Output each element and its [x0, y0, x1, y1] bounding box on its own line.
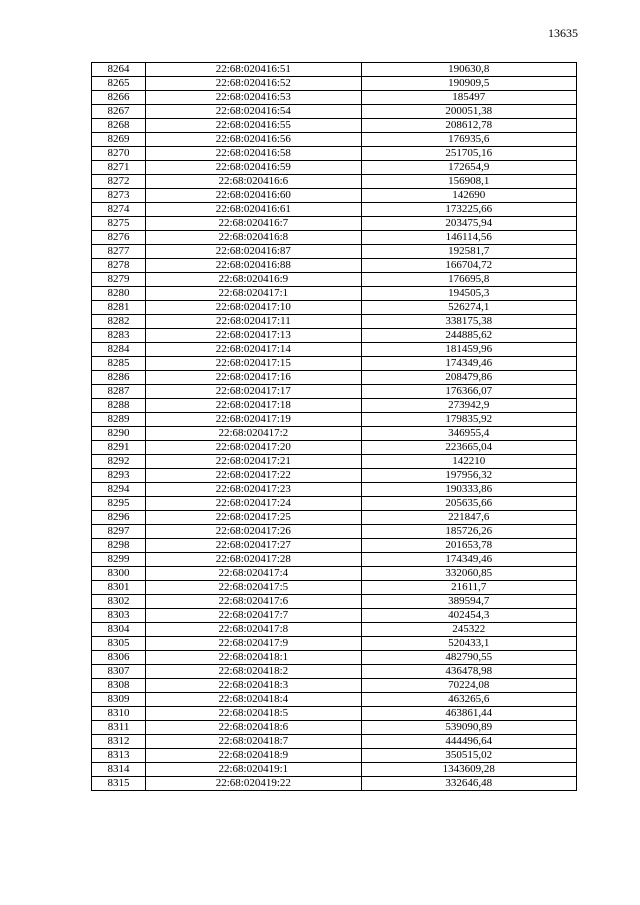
row-number-cell: 8265	[92, 77, 146, 91]
row-number-cell: 8302	[92, 595, 146, 609]
cadastral-number-cell: 22:68:020419:1	[146, 763, 361, 777]
table-row	[92, 553, 577, 567]
cadastral-number-cell: 22:68:020417:14	[146, 343, 361, 357]
row-number-cell: 8308	[92, 679, 146, 693]
row-number-cell: 8287	[92, 385, 146, 399]
row-number-cell: 8304	[92, 623, 146, 637]
value-cell: 389594,7	[361, 595, 576, 609]
row-number-cell: 8295	[92, 497, 146, 511]
value-cell: 21611,7	[361, 581, 576, 595]
table-row	[92, 441, 577, 455]
row-number-cell: 8286	[92, 371, 146, 385]
value-cell: 70224,08	[361, 679, 576, 693]
table-row	[92, 217, 577, 231]
row-number-cell: 8314	[92, 763, 146, 777]
cadastral-number-cell: 22:68:020416:53	[146, 91, 361, 105]
value-cell: 1343609,28	[361, 763, 576, 777]
table-row	[92, 525, 577, 539]
table-row	[92, 357, 577, 371]
row-number-cell: 8289	[92, 413, 146, 427]
cadastral-number-cell: 22:68:020417:23	[146, 483, 361, 497]
table-row	[92, 105, 577, 119]
value-cell: 166704,72	[361, 259, 576, 273]
row-number-cell: 8284	[92, 343, 146, 357]
value-cell: 463265,6	[361, 693, 576, 707]
table-row	[92, 133, 577, 147]
value-cell: 245322	[361, 623, 576, 637]
value-cell: 436478,98	[361, 665, 576, 679]
row-number-cell: 8310	[92, 707, 146, 721]
table-row	[92, 511, 577, 525]
row-number-cell: 8272	[92, 175, 146, 189]
table-row	[92, 147, 577, 161]
row-number-cell: 8298	[92, 539, 146, 553]
value-cell: 185497	[361, 91, 576, 105]
row-number-cell: 8281	[92, 301, 146, 315]
row-number-cell: 8278	[92, 259, 146, 273]
row-number-cell: 8280	[92, 287, 146, 301]
value-cell: 172654,9	[361, 161, 576, 175]
cadastral-number-cell: 22:68:020416:88	[146, 259, 361, 273]
value-cell: 273942,9	[361, 399, 576, 413]
row-number-cell: 8294	[92, 483, 146, 497]
cadastral-number-cell: 22:68:020417:6	[146, 595, 361, 609]
value-cell: 208479,86	[361, 371, 576, 385]
table-row	[92, 539, 577, 553]
value-cell: 463861,44	[361, 707, 576, 721]
row-number-cell: 8271	[92, 161, 146, 175]
table-row	[92, 721, 577, 735]
table-row	[92, 679, 577, 693]
table-row	[92, 399, 577, 413]
table-row	[92, 763, 577, 777]
table-row	[92, 189, 577, 203]
value-cell: 402454,3	[361, 609, 576, 623]
value-cell: 192581,7	[361, 245, 576, 259]
value-cell: 142690	[361, 189, 576, 203]
value-cell: 332646,48	[361, 777, 576, 791]
table-row	[92, 651, 577, 665]
value-cell: 208612,78	[361, 119, 576, 133]
row-number-cell: 8303	[92, 609, 146, 623]
row-number-cell: 8288	[92, 399, 146, 413]
table-row	[92, 259, 577, 273]
cadastral-number-cell: 22:68:020416:9	[146, 273, 361, 287]
value-cell: 338175,38	[361, 315, 576, 329]
value-cell: 142210	[361, 455, 576, 469]
table-row	[92, 581, 577, 595]
cadastral-number-cell: 22:68:020417:18	[146, 399, 361, 413]
table-body	[92, 63, 577, 791]
table-row	[92, 175, 577, 189]
cadastral-number-cell: 22:68:020418:4	[146, 693, 361, 707]
table-row	[92, 315, 577, 329]
cadastral-number-cell: 22:68:020417:21	[146, 455, 361, 469]
value-cell: 346955,4	[361, 427, 576, 441]
cadastral-number-cell: 22:68:020417:10	[146, 301, 361, 315]
row-number-cell: 8264	[92, 63, 146, 77]
cadastral-number-cell: 22:68:020418:5	[146, 707, 361, 721]
row-number-cell: 8277	[92, 245, 146, 259]
row-number-cell: 8313	[92, 749, 146, 763]
row-number-cell: 8307	[92, 665, 146, 679]
value-cell: 223665,04	[361, 441, 576, 455]
cadastral-number-cell: 22:68:020416:56	[146, 133, 361, 147]
value-cell: 181459,96	[361, 343, 576, 357]
table-row	[92, 693, 577, 707]
row-number-cell: 8276	[92, 231, 146, 245]
value-cell: 146114,56	[361, 231, 576, 245]
value-cell: 200051,38	[361, 105, 576, 119]
cadastral-number-cell: 22:68:020416:51	[146, 63, 361, 77]
value-cell: 539090,89	[361, 721, 576, 735]
value-cell: 526274,1	[361, 301, 576, 315]
table-row	[92, 707, 577, 721]
table-row	[92, 413, 577, 427]
value-cell: 176695,8	[361, 273, 576, 287]
cadastral-number-cell: 22:68:020416:55	[146, 119, 361, 133]
cadastral-number-cell: 22:68:020417:9	[146, 637, 361, 651]
table-row	[92, 385, 577, 399]
table-row	[92, 777, 577, 791]
row-number-cell: 8296	[92, 511, 146, 525]
row-number-cell: 8315	[92, 777, 146, 791]
row-number-cell: 8269	[92, 133, 146, 147]
table-row	[92, 427, 577, 441]
row-number-cell: 8266	[92, 91, 146, 105]
cadastral-number-cell: 22:68:020417:1	[146, 287, 361, 301]
table-row	[92, 623, 577, 637]
cadastral-number-cell: 22:68:020416:7	[146, 217, 361, 231]
row-number-cell: 8312	[92, 735, 146, 749]
value-cell: 201653,78	[361, 539, 576, 553]
cadastral-number-cell: 22:68:020417:11	[146, 315, 361, 329]
row-number-cell: 8273	[92, 189, 146, 203]
table-row	[92, 287, 577, 301]
value-cell: 156908,1	[361, 175, 576, 189]
cadastral-number-cell: 22:68:020419:22	[146, 777, 361, 791]
cadastral-number-cell: 22:68:020418:3	[146, 679, 361, 693]
row-number-cell: 8279	[92, 273, 146, 287]
value-cell: 190630,8	[361, 63, 576, 77]
value-cell: 174349,46	[361, 357, 576, 371]
row-number-cell: 8299	[92, 553, 146, 567]
value-cell: 185726,26	[361, 525, 576, 539]
cadastral-number-cell: 22:68:020417:24	[146, 497, 361, 511]
cadastral-number-cell: 22:68:020418:1	[146, 651, 361, 665]
row-number-cell: 8301	[92, 581, 146, 595]
row-number-cell: 8305	[92, 637, 146, 651]
cadastral-number-cell: 22:68:020417:17	[146, 385, 361, 399]
cadastral-number-cell: 22:68:020418:2	[146, 665, 361, 679]
value-cell: 176935,6	[361, 133, 576, 147]
table-row	[92, 329, 577, 343]
cadastral-number-cell: 22:68:020417:19	[146, 413, 361, 427]
cadastral-number-cell: 22:68:020416:61	[146, 203, 361, 217]
table-row	[92, 161, 577, 175]
table-row	[92, 637, 577, 651]
cadastral-number-cell: 22:68:020417:15	[146, 357, 361, 371]
cadastral-number-cell: 22:68:020417:22	[146, 469, 361, 483]
value-cell: 190333,86	[361, 483, 576, 497]
table-row	[92, 119, 577, 133]
table-row	[92, 469, 577, 483]
cadastral-number-cell: 22:68:020416:58	[146, 147, 361, 161]
row-number-cell: 8292	[92, 455, 146, 469]
value-cell: 332060,85	[361, 567, 576, 581]
cadastral-number-cell: 22:68:020417:13	[146, 329, 361, 343]
cadastral-number-cell: 22:68:020417:20	[146, 441, 361, 455]
page-number: 13635	[548, 26, 578, 40]
row-number-cell: 8282	[92, 315, 146, 329]
table-row	[92, 595, 577, 609]
cadastral-number-cell: 22:68:020418:7	[146, 735, 361, 749]
table-row	[92, 455, 577, 469]
value-cell: 174349,46	[361, 553, 576, 567]
table-row	[92, 63, 577, 77]
cadastral-number-cell: 22:68:020416:54	[146, 105, 361, 119]
value-cell: 482790,55	[361, 651, 576, 665]
row-number-cell: 8275	[92, 217, 146, 231]
cadastral-number-cell: 22:68:020417:7	[146, 609, 361, 623]
table-row	[92, 609, 577, 623]
cadastral-number-cell: 22:68:020418:6	[146, 721, 361, 735]
row-number-cell: 8311	[92, 721, 146, 735]
cadastral-number-cell: 22:68:020417:16	[146, 371, 361, 385]
value-cell: 203475,94	[361, 217, 576, 231]
table-row	[92, 483, 577, 497]
table-row	[92, 77, 577, 91]
table-row	[92, 343, 577, 357]
table-row	[92, 749, 577, 763]
value-cell: 520433,1	[361, 637, 576, 651]
cadastral-number-cell: 22:68:020416:87	[146, 245, 361, 259]
row-number-cell: 8300	[92, 567, 146, 581]
value-cell: 244885,62	[361, 329, 576, 343]
value-cell: 205635,66	[361, 497, 576, 511]
table-row	[92, 203, 577, 217]
row-number-cell: 8291	[92, 441, 146, 455]
cadastral-number-cell: 22:68:020417:28	[146, 553, 361, 567]
value-cell: 197956,32	[361, 469, 576, 483]
value-cell: 173225,66	[361, 203, 576, 217]
row-number-cell: 8270	[92, 147, 146, 161]
cadastral-number-cell: 22:68:020417:26	[146, 525, 361, 539]
cadastral-number-cell: 22:68:020416:6	[146, 175, 361, 189]
cadastral-number-cell: 22:68:020417:2	[146, 427, 361, 441]
value-cell: 190909,5	[361, 77, 576, 91]
row-number-cell: 8283	[92, 329, 146, 343]
cadastral-number-cell: 22:68:020418:9	[146, 749, 361, 763]
row-number-cell: 8274	[92, 203, 146, 217]
table-row	[92, 91, 577, 105]
value-cell: 444496,64	[361, 735, 576, 749]
value-cell: 179835,92	[361, 413, 576, 427]
table-row	[92, 371, 577, 385]
cadastral-number-cell: 22:68:020417:27	[146, 539, 361, 553]
table-row	[92, 497, 577, 511]
row-number-cell: 8306	[92, 651, 146, 665]
table-row	[92, 567, 577, 581]
table-row	[92, 665, 577, 679]
value-cell: 194505,3	[361, 287, 576, 301]
row-number-cell: 8285	[92, 357, 146, 371]
data-table	[91, 62, 577, 791]
cadastral-number-cell: 22:68:020416:8	[146, 231, 361, 245]
value-cell: 221847,6	[361, 511, 576, 525]
value-cell: 251705,16	[361, 147, 576, 161]
table-row	[92, 735, 577, 749]
table-row	[92, 245, 577, 259]
cadastral-number-cell: 22:68:020417:4	[146, 567, 361, 581]
cadastral-number-cell: 22:68:020416:59	[146, 161, 361, 175]
row-number-cell: 8309	[92, 693, 146, 707]
cadastral-number-cell: 22:68:020417:8	[146, 623, 361, 637]
row-number-cell: 8293	[92, 469, 146, 483]
cadastral-number-cell: 22:68:020417:25	[146, 511, 361, 525]
value-cell: 350515,02	[361, 749, 576, 763]
row-number-cell: 8267	[92, 105, 146, 119]
cadastral-number-cell: 22:68:020416:60	[146, 189, 361, 203]
cadastral-number-cell: 22:68:020417:5	[146, 581, 361, 595]
table-row	[92, 301, 577, 315]
cadastral-number-cell: 22:68:020416:52	[146, 77, 361, 91]
table-row	[92, 231, 577, 245]
row-number-cell: 8268	[92, 119, 146, 133]
row-number-cell: 8297	[92, 525, 146, 539]
table-row	[92, 273, 577, 287]
row-number-cell: 8290	[92, 427, 146, 441]
value-cell: 176366,07	[361, 385, 576, 399]
